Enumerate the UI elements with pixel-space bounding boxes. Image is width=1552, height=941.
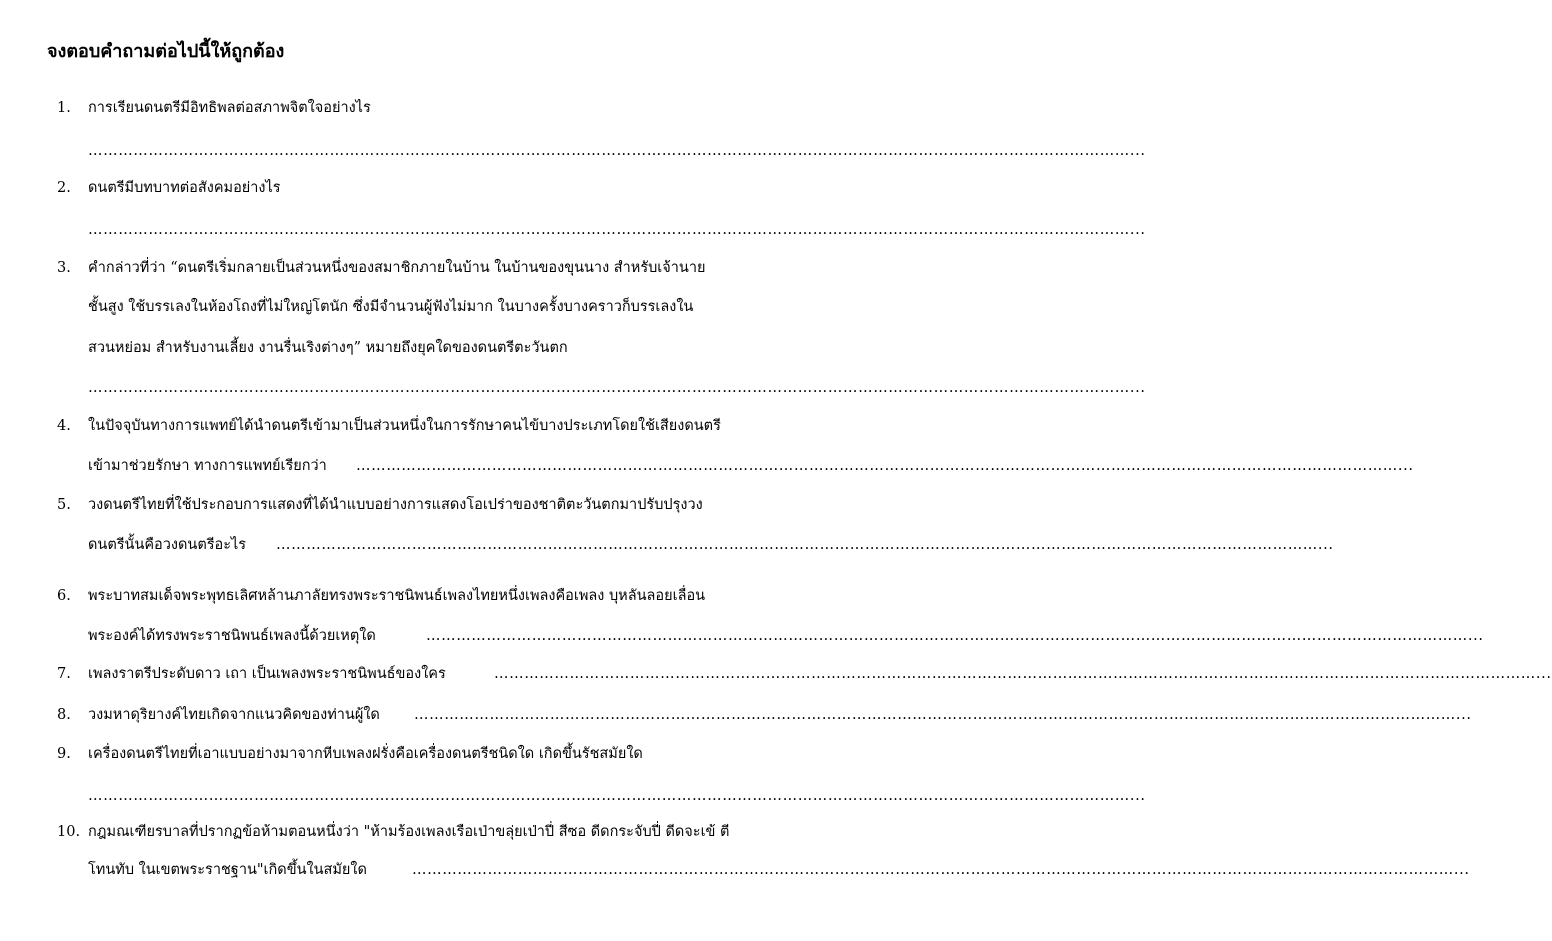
question-number: 7. (57, 666, 71, 682)
question-number: 1. (57, 100, 71, 116)
question-text: วงมหาดุริยางค์ไทยเกิดจากแนวคิดของท่านผู้ใด (88, 707, 380, 723)
question-number: 2. (57, 180, 71, 196)
question-text: เครื่องดนตรีไทยที่เอาแบบอย่างมาจากหีบเพลงฝรั่งคือเครื่องดนตรีชนิดใด เกิดขึ้นรัชสมัยใด (88, 746, 643, 762)
question-text: ในปัจจุบันทางการแพทย์ได้นำดนตรีเข้ามาเป็นส่วนหนึ่งในการรักษาคนไข้บางประเภทโดยใช้เสียงดนตรี (88, 418, 721, 434)
answer-line[interactable]: ………………………………………………………………………………………………………………………………………………………………………………………... (426, 628, 1484, 644)
question-text: วงดนตรีไทยที่ใช้ประกอบการแสดงที่ได้นำแบบอย่างการแสดงโอเปร่าของชาติตะวันตกมาปรับปรุงวง (88, 497, 703, 513)
answer-line[interactable]: ………………………………………………………………………………………………………………………………………………………………………………………... (412, 862, 1470, 878)
answer-line[interactable]: ………………………………………………………………………………………………………………………………………………………………………………………... (88, 380, 1146, 396)
question-number: 9. (57, 746, 71, 762)
question-text: คำกล่าวที่ว่า “ดนตรีเริ่มกลายเป็นส่วนหนึ่งของสมาชิกภายในบ้าน ในบ้านของขุนนาง สำหรับเจ้านาย (88, 260, 706, 276)
question-text: สวนหย่อม สำหรับงานเลี้ยง งานรื่นเริงต่างๆ” หมายถึงยุคใดของดนตรีตะวันตก (88, 340, 568, 356)
question-number: 10. (57, 824, 81, 840)
question-text: พระบาทสมเด็จพระพุทธเลิศหล้านภาลัยทรงพระราชนิพนธ์เพลงไทยหนึ่งเพลงคือเพลง บุหลันลอยเลื่อน (88, 588, 706, 604)
question-number: 4. (57, 418, 71, 434)
question-number: 6. (57, 588, 71, 604)
answer-line[interactable]: ………………………………………………………………………………………………………………………………………………………………………………………... (88, 222, 1146, 238)
question-number: 3. (57, 260, 71, 276)
question-text: ดนตรีนั้นคือวงดนตรีอะไร (88, 537, 247, 553)
answer-line[interactable]: ………………………………………………………………………………………………………………………………………………………………………………………... (356, 458, 1414, 474)
question-text: กฎมณเฑียรบาลที่ปรากฏข้อห้ามตอนหนึ่งว่า "ห้ามร้องเพลงเรือเป่าขลุ่ยเป่าปี่ สีซอ ดีดกระจับปี่ ดีดจะเข้ ตี (88, 824, 730, 840)
answer-line[interactable]: ………………………………………………………………………………………………………………………………………………………………………………………... (494, 666, 1552, 682)
answer-line[interactable]: ………………………………………………………………………………………………………………………………………………………………………………………... (414, 707, 1472, 723)
question-text: ชั้นสูง ใช้บรรเลงในห้องโถงที่ไม่ใหญ่โตนัก ซึ่งมีจำนวนผู้ฟังไม่มาก ในบางครั้งบางคราวก็บรรเลงใน (88, 299, 694, 315)
question-number: 8. (57, 707, 71, 723)
answer-line[interactable]: ………………………………………………………………………………………………………………………………………………………………………………………... (88, 143, 1146, 159)
question-text: เพลงราตรีประดับดาว เถา เป็นเพลงพระราชนิพนธ์ของใคร (88, 666, 446, 682)
question-text: เข้ามาช่วยรักษา ทางการแพทย์เรียกว่า (88, 458, 327, 474)
question-text: พระองค์ได้ทรงพระราชนิพนธ์เพลงนี้ด้วยเหตุใด (88, 628, 376, 644)
question-text: การเรียนดนตรีมีอิทธิพลต่อสภาพจิตใจอย่างไร (88, 100, 371, 116)
question-text: โทนทับ ในเขตพระราชฐาน"เกิดขึ้นในสมัยใด (88, 862, 367, 878)
worksheet-title: จงตอบคำถามต่อไปนี้ให้ถูกต้อง (47, 41, 285, 62)
answer-line[interactable]: ………………………………………………………………………………………………………………………………………………………………………………………... (276, 537, 1334, 553)
question-text: ดนตรีมีบทบาทต่อสังคมอย่างไร (88, 180, 281, 196)
question-number: 5. (57, 497, 71, 513)
answer-line[interactable]: ………………………………………………………………………………………………………………………………………………………………………………………... (88, 788, 1146, 804)
